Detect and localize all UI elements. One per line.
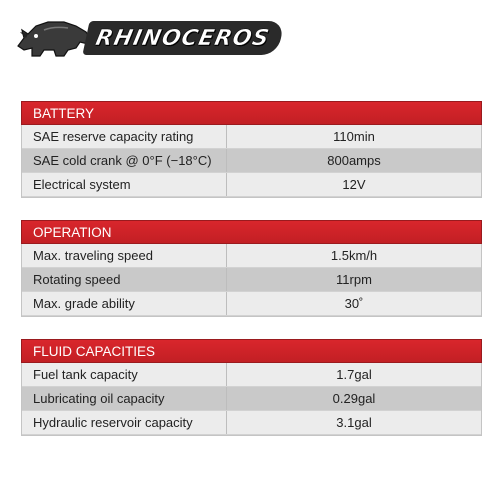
row-value: 1.5km/h bbox=[330, 248, 378, 263]
table-row bbox=[22, 363, 481, 387]
table-row bbox=[22, 268, 481, 292]
row-label: SAE reserve capacity rating bbox=[22, 125, 227, 148]
logo-wordmark bbox=[82, 21, 285, 55]
brand-logo bbox=[14, 16, 272, 60]
row-value: 3.1gal bbox=[336, 415, 372, 430]
section-header: BATTERY bbox=[21, 101, 482, 125]
row-value: 0.29gal bbox=[332, 391, 376, 406]
table-row bbox=[22, 411, 481, 435]
section-fluid-capacities bbox=[21, 339, 482, 436]
table-row bbox=[22, 244, 481, 268]
rhino-icon bbox=[14, 16, 94, 60]
logo-text: RHINOCEROS bbox=[93, 25, 272, 51]
row-label: Rotating speed bbox=[22, 268, 227, 291]
section-header: OPERATION bbox=[21, 220, 482, 244]
row-label: Fuel tank capacity bbox=[22, 363, 227, 386]
table-row bbox=[22, 125, 481, 149]
row-label: SAE cold crank @ 0°F (−18°C) bbox=[22, 149, 227, 172]
row-label: Electrical system bbox=[22, 173, 227, 196]
table-row bbox=[22, 387, 481, 411]
section-header: FLUID CAPACITIES bbox=[21, 339, 482, 363]
row-value: 800amps bbox=[327, 153, 381, 168]
row-label: Max. grade ability bbox=[22, 292, 227, 315]
row-label: Max. traveling speed bbox=[22, 244, 227, 267]
section-operation bbox=[21, 220, 482, 317]
section-battery bbox=[21, 101, 482, 198]
table-row bbox=[22, 149, 481, 173]
row-value: 1.7gal bbox=[336, 367, 372, 382]
table-row bbox=[22, 173, 481, 197]
row-value: 30˚ bbox=[344, 296, 364, 311]
row-value: 12V bbox=[342, 177, 366, 192]
row-label: Lubricating oil capacity bbox=[22, 387, 227, 410]
row-value: 11rpm bbox=[336, 272, 372, 287]
table-row bbox=[22, 292, 481, 316]
row-value: 110min bbox=[333, 129, 375, 144]
row-label: Hydraulic reservoir capacity bbox=[22, 411, 227, 434]
